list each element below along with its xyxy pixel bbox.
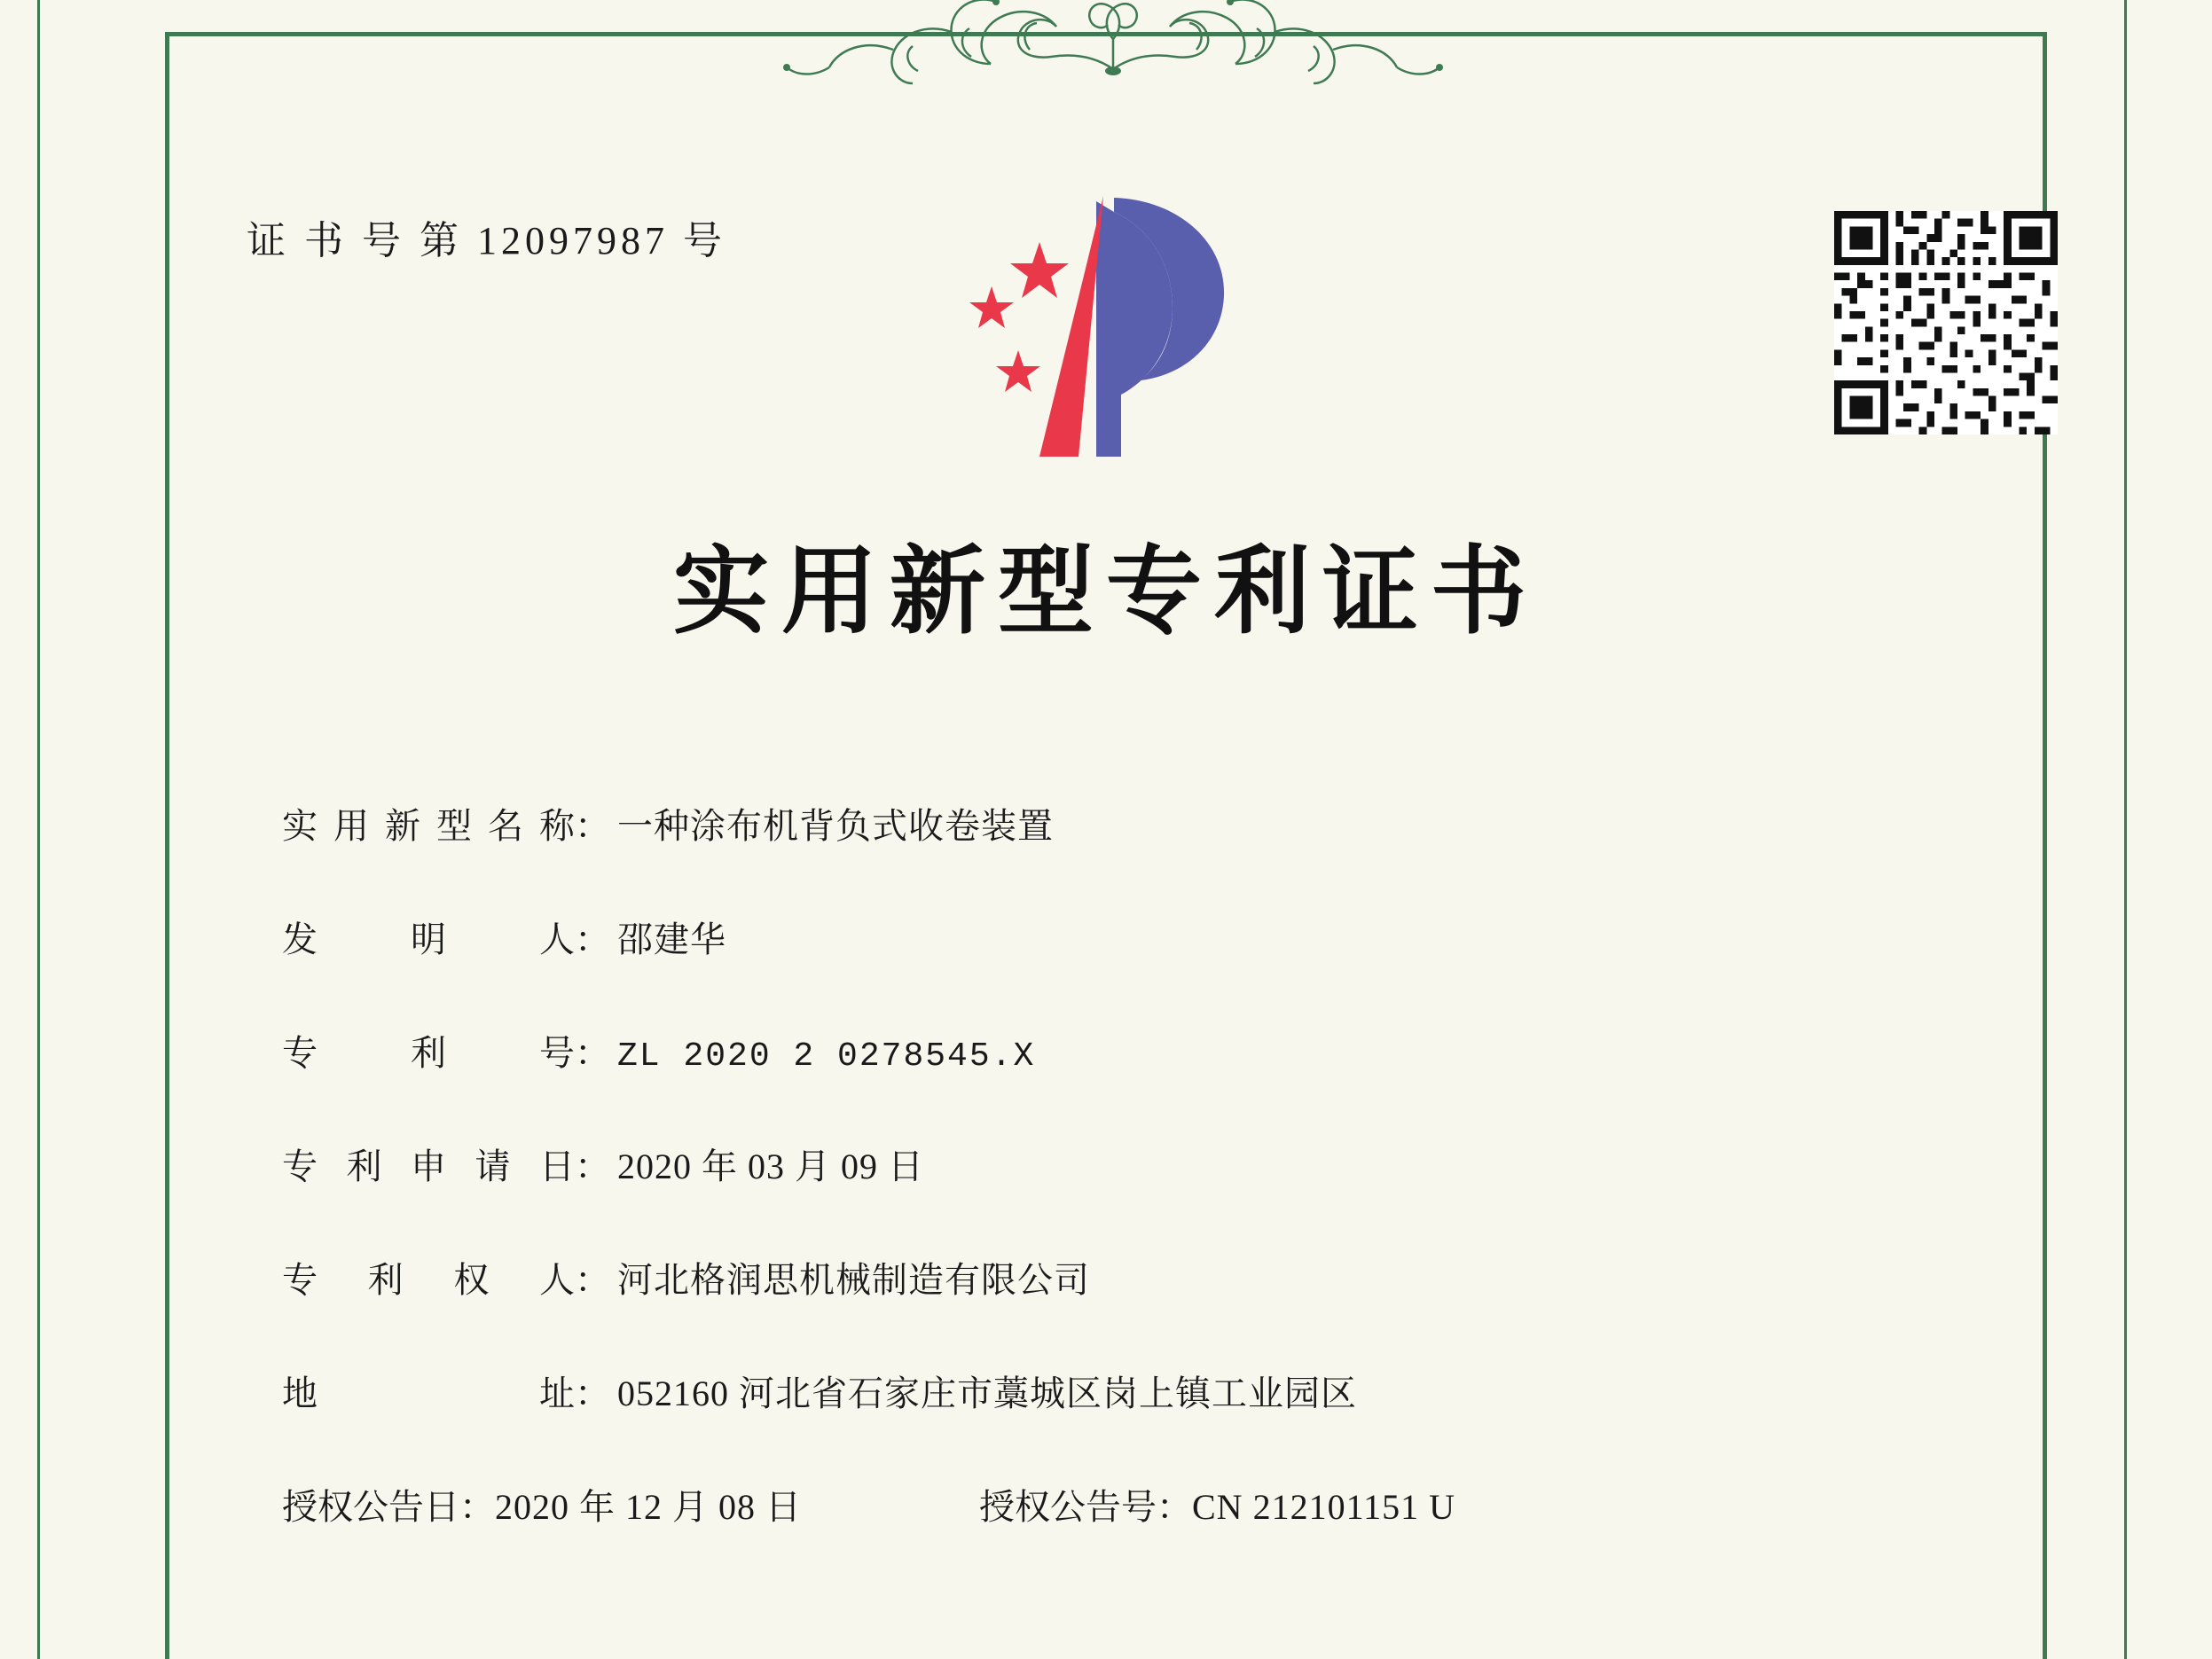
field-row-inventor [282, 912, 1967, 962]
field-row-patent-number [282, 1025, 1967, 1076]
field-row-utility-model-name [282, 798, 1967, 849]
field-label: 专利申请日 [282, 1146, 575, 1186]
certificate-number: 证 书 号 第 12097987 号 [247, 219, 726, 262]
field-colon: ： [575, 1373, 610, 1413]
grant-date-colon: ： [459, 1487, 495, 1527]
field-value-application-date: 2020 年 03 月 09 日 [617, 1146, 924, 1186]
field-value-inventor: 邵建华 [617, 919, 726, 959]
qr-code [1834, 211, 2058, 434]
field-colon: ： [575, 806, 610, 846]
field-label: 发明人 [282, 919, 575, 959]
field-label: 专利权人 [282, 1260, 575, 1300]
field-value-patentee: 河北格润思机械制造有限公司 [617, 1260, 1090, 1300]
field-colon: ： [575, 1146, 610, 1186]
field-colon: ： [575, 919, 610, 959]
field-label: 专利号 [282, 1033, 575, 1073]
field-value-utility-model-name: 一种涂布机背负式收卷装置 [617, 806, 1054, 846]
field-row-address [282, 1366, 1967, 1416]
field-row-grant-announcement [282, 1479, 1967, 1530]
field-value-address: 052160 河北省石家庄市藁城区岗上镇工业园区 [617, 1373, 1357, 1413]
page-title: 实用新型专利证书 [672, 536, 1539, 647]
field-value-patent-number: ZL 2020 2 0278545.X [617, 1037, 1036, 1076]
ornamental-flourish [758, 0, 1468, 98]
field-label: 地址 [282, 1373, 575, 1413]
field-row-patentee [282, 1252, 1967, 1303]
grant-number-colon: ： [1157, 1487, 1192, 1527]
grant-number-label: 授权公告号 [979, 1487, 1157, 1527]
field-row-application-date [282, 1139, 1967, 1189]
field-colon: ： [575, 1260, 610, 1300]
cnipa-emblem-icon [940, 191, 1259, 457]
grant-number-value: CN 212101151 U [1192, 1487, 1455, 1527]
field-colon: ： [575, 1033, 610, 1073]
field-list [282, 798, 1967, 1530]
grant-date-value: 2020 年 12 月 08 日 [495, 1487, 802, 1527]
field-label: 实用新型名称 [282, 806, 575, 846]
grant-date-label: 授权公告日 [282, 1487, 459, 1527]
